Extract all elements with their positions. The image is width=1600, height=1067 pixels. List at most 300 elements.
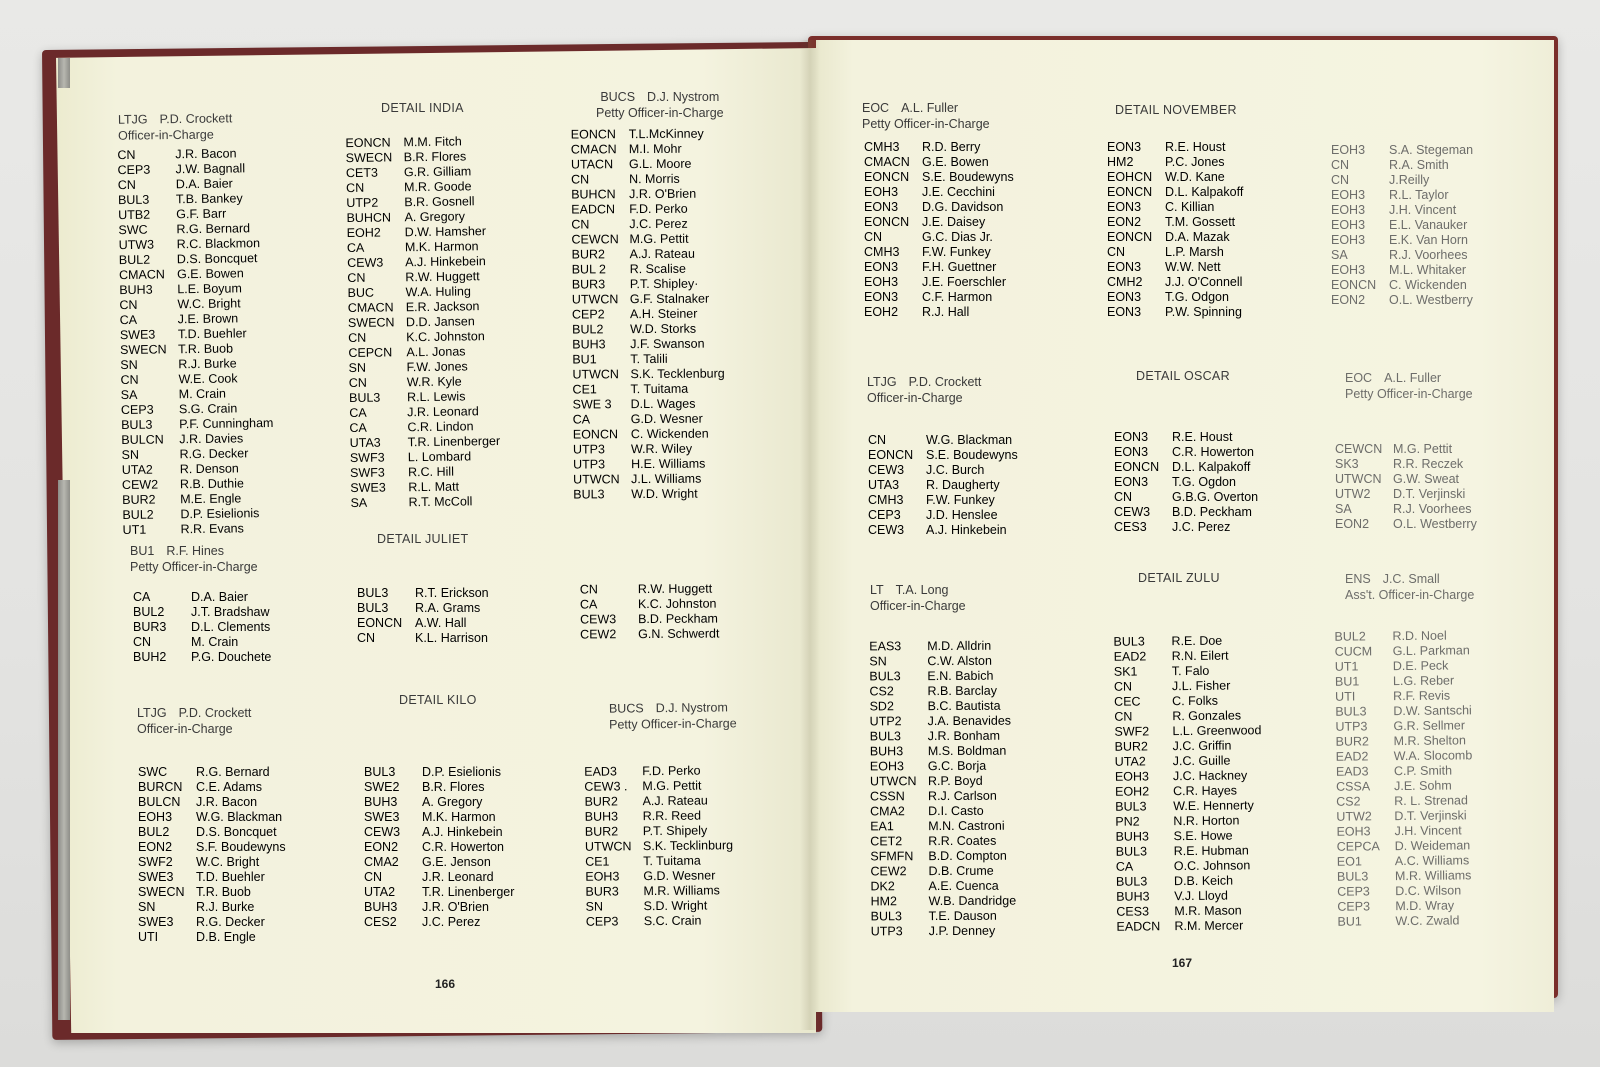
roster-entry: [573, 426, 725, 442]
member-name: R.W. Huggett: [405, 269, 480, 285]
member-name: A. Gregory: [422, 795, 483, 809]
officer-in-charge: [867, 375, 981, 406]
rate-code: SWF2: [138, 855, 173, 869]
rate-code: BUH3: [869, 744, 904, 759]
rate-code: UTWCN: [572, 367, 619, 382]
roster-column: [864, 140, 1014, 320]
rate-code: UTA3: [868, 478, 900, 492]
member-name: M. Crain: [191, 635, 239, 649]
roster-entry: [350, 434, 501, 451]
rate-code: BUL3: [357, 586, 389, 600]
roster-entry: [1116, 858, 1263, 875]
rate-code: CMH3: [864, 245, 900, 259]
roster-entry: [1107, 170, 1243, 185]
rate-code: UTP3: [572, 457, 606, 472]
rate-code: SN: [869, 654, 887, 669]
roster-entry: [1107, 275, 1243, 290]
member-name: W.R. Wiley: [630, 441, 693, 457]
assistant-officer-in-charge: [1345, 572, 1474, 603]
rate-code: CN: [364, 870, 383, 884]
member-name: N. Morris: [629, 171, 680, 187]
roster-entry: [1114, 663, 1261, 680]
roster-entry: [585, 853, 733, 870]
roster-entry: [573, 411, 725, 427]
rate-code: CEW2: [580, 627, 617, 642]
rate-code: SWECN: [120, 342, 167, 358]
member-name: P.C. Jones: [1165, 155, 1225, 169]
roster-entry: [1337, 853, 1474, 869]
member-name: F.D. Perko: [629, 201, 688, 217]
rate-code: SN: [121, 447, 140, 463]
member-name: T.R. Buob: [178, 341, 234, 357]
rate-code: EONCN: [1331, 278, 1377, 292]
roster-entry: [133, 590, 271, 605]
member-name: C.R. Lindon: [407, 419, 474, 435]
roster-entry: [1116, 903, 1263, 920]
member-name: G.E. Bowen: [176, 266, 244, 282]
detail-heading: DETAIL JULIET: [377, 532, 469, 546]
rate-code: UTA3: [349, 435, 381, 451]
roster-entry: [1115, 753, 1262, 770]
member-name: W.B. Dandridge: [928, 893, 1017, 909]
member-name: D.B. Keich: [1173, 873, 1234, 889]
officer-title: Petty Officer-in-Charge: [862, 116, 990, 131]
rate-code: SWE 3: [572, 397, 612, 412]
rate-code: CN: [357, 631, 376, 645]
member-name: J.H. Vincent: [1389, 203, 1457, 217]
rate-code: EONCN: [868, 448, 914, 462]
rate-code: CES3: [1114, 520, 1147, 534]
member-name: J.C. Hackney: [1172, 768, 1248, 784]
rate-code: CS2: [1336, 794, 1361, 809]
rate-code: BUR2: [571, 247, 605, 262]
rate-code: CE1: [585, 854, 610, 869]
rate-code: EOH2: [1115, 784, 1150, 799]
member-name: J.C. Griffin: [1172, 738, 1232, 754]
member-name: M.S. Boldman: [927, 743, 1007, 759]
member-name: S.E. Boudewyns: [926, 448, 1018, 462]
rate-code: BUL 2: [571, 262, 607, 277]
member-name: W.E. Hennerty: [1173, 798, 1254, 814]
rate-code: UTP3: [572, 442, 605, 457]
roster-entry: [870, 744, 1016, 760]
rate-code: CN: [1331, 173, 1350, 187]
roster-entry: [348, 329, 499, 346]
roster-entry: [364, 900, 514, 915]
member-name: J.F. Swanson: [630, 336, 705, 352]
roster-entry: [584, 793, 732, 810]
rate-code: SWF3: [349, 465, 385, 481]
member-name: R.C. Blackmon: [176, 236, 261, 252]
roster-entry: [123, 521, 275, 538]
member-name: J.E. Sohm: [1394, 778, 1452, 794]
officer-rank: BUCS: [600, 90, 636, 104]
member-name: T.D. Buehler: [196, 870, 265, 884]
roster-entry: [1337, 913, 1474, 929]
roster-entry: [1115, 828, 1262, 845]
roster-entry: [1331, 203, 1473, 218]
rate-code: CEP3: [1337, 884, 1370, 899]
roster-entry: [1107, 200, 1243, 215]
member-name: M.R. Shelton: [1393, 733, 1466, 749]
roster-entry: [572, 351, 724, 367]
officer-title: Officer-in-Charge: [870, 598, 966, 613]
rate-code: SWECN: [347, 315, 395, 331]
member-name: L.P. Marsh: [1165, 245, 1224, 259]
member-name: J.D. Henslee: [926, 508, 998, 522]
roster-entry: [1335, 457, 1477, 472]
previous-page-photo-edge: [58, 58, 70, 88]
member-name: J.R. O'Brien: [422, 900, 489, 914]
officer-rank: ENS: [1345, 572, 1371, 586]
member-name: R.G. Bernard: [196, 765, 270, 779]
member-name: T. Tuitama: [630, 381, 689, 397]
roster-entry: [1336, 823, 1473, 839]
roster-entry: [586, 898, 734, 915]
member-name: A.J. Rateau: [629, 246, 695, 262]
member-name: M.E. Engle: [180, 491, 242, 507]
rate-code: CMACN: [118, 267, 165, 283]
member-name: R.J. Voorhees: [1389, 248, 1468, 262]
rate-code: SN: [348, 360, 367, 376]
rate-code: CEP3: [1337, 899, 1371, 914]
member-name: A.J. Rateau: [642, 793, 708, 809]
roster-entry: [1336, 808, 1473, 824]
officer-rank: BU1: [130, 544, 155, 558]
page-number: 166: [435, 977, 456, 991]
member-name: L.L. Greenwood: [1172, 723, 1262, 739]
book-gutter: [800, 40, 820, 1030]
member-name: J.R. Bonham: [927, 728, 1001, 744]
member-name: C.P. Smith: [1393, 763, 1453, 779]
officer-name: P.D. Crockett: [159, 111, 233, 127]
member-name: G.E. Jenson: [422, 855, 491, 869]
roster-entry: [1334, 628, 1471, 644]
member-name: F.W. Funkey: [926, 493, 995, 507]
rate-code: SWE2: [364, 780, 400, 794]
roster-column: [580, 582, 720, 643]
roster-entry: [585, 823, 733, 840]
rate-code: BUR2: [1335, 734, 1370, 749]
roster-entry: [864, 215, 1014, 230]
officer-title: Ass't. Officer-in-Charge: [1345, 587, 1475, 602]
rate-code: SWE3: [350, 480, 386, 496]
rate-code: CEW2: [121, 477, 159, 493]
rate-code: BUHCN: [346, 210, 392, 226]
rate-code: EOH3: [1331, 188, 1366, 202]
roster-entry: [1331, 233, 1473, 248]
rate-code: EON3: [864, 260, 899, 274]
rate-code: CES2: [364, 915, 397, 929]
roster-entry: [133, 620, 271, 635]
rate-code: CN: [868, 433, 887, 447]
member-name: R.D. Noel: [1392, 628, 1447, 644]
member-name: R.R. Reczek: [1393, 457, 1464, 471]
rate-code: CEW3: [1114, 505, 1151, 519]
officer-rank: LT: [870, 583, 884, 597]
rate-code: CET3: [345, 165, 378, 181]
member-name: T.R. Buob: [196, 885, 251, 899]
rate-code: SWF3: [349, 450, 385, 466]
roster-entry: [364, 915, 514, 930]
petty-officer-in-charge: [130, 544, 258, 575]
rate-code: CA: [572, 412, 591, 427]
member-name: J.C. Perez: [1172, 520, 1231, 534]
rate-code: BUL3: [1336, 869, 1369, 884]
roster-entry: [364, 855, 514, 870]
rate-code: SA: [1331, 248, 1348, 262]
roster-entry: [122, 506, 274, 523]
rate-code: CEW2: [870, 864, 907, 879]
rate-code: CMACN: [864, 155, 910, 169]
rate-code: UTP3: [1335, 719, 1368, 734]
rate-code: EOH2: [346, 225, 381, 241]
roster-entry: [1331, 188, 1473, 203]
member-name: A.H. Steiner: [629, 306, 698, 322]
rate-code: CEC: [1114, 694, 1141, 709]
rate-code: CN: [348, 330, 367, 346]
rate-code: EO1: [1336, 854, 1362, 869]
rate-code: CEW3: [868, 523, 905, 537]
member-name: W.G. Blackman: [926, 433, 1013, 447]
rate-code: UTWCN: [584, 839, 632, 854]
rate-code: UTW2: [1335, 487, 1371, 501]
rate-code: EOH2: [864, 305, 899, 319]
roster-entry: [573, 486, 725, 502]
member-name: R.E. Houst: [1165, 140, 1226, 154]
member-name: S.E. Boudewyns: [922, 170, 1014, 184]
roster-entry: [580, 612, 719, 628]
rate-code: BUL2: [122, 507, 154, 523]
member-name: J.C. Perez: [422, 915, 481, 929]
roster-entry: [580, 597, 719, 613]
roster-entry: [1331, 173, 1473, 188]
roster-entry: [138, 780, 286, 795]
roster-entry: [1335, 673, 1472, 689]
member-name: M.D. Wray: [1395, 898, 1455, 914]
roster-entry: [870, 879, 1016, 895]
member-name: F.H. Guettner: [922, 260, 997, 274]
member-name: O.C. Johnson: [1173, 858, 1251, 874]
roster-entry: [864, 260, 1014, 275]
member-name: G.C. Dias Jr.: [922, 230, 993, 244]
member-name: P.G. Douchete: [191, 650, 272, 664]
roster-entry: [121, 416, 273, 433]
member-name: T.G. Ogdon: [1172, 475, 1236, 489]
roster-entry: [573, 396, 725, 412]
rate-code: UTWCN: [1335, 472, 1382, 486]
rate-code: CMH3: [864, 140, 900, 154]
rate-code: CEW3: [868, 463, 905, 477]
member-name: D.I. Casto: [928, 803, 984, 819]
member-name: T. Falo: [1171, 663, 1210, 679]
member-name: S.D. Wright: [643, 898, 708, 914]
roster-column: [1107, 140, 1243, 320]
rate-code: CEWCN: [1335, 442, 1383, 456]
rate-code: UTWCN: [573, 472, 620, 487]
roster-column: [364, 765, 514, 930]
roster-entry: [871, 909, 1017, 925]
roster-entry: [571, 171, 723, 187]
rate-code: CA: [579, 597, 598, 612]
roster-entry: [869, 669, 1015, 685]
roster-entry: [580, 627, 719, 643]
officer-title: Petty Officer-in-Charge: [596, 105, 724, 120]
rate-code: EON3: [1107, 290, 1142, 304]
member-name: E.L. Vanauker: [1389, 218, 1468, 232]
roster-entry: [870, 849, 1016, 865]
member-name: D.A. Baier: [191, 590, 248, 604]
rate-code: BULCN: [121, 432, 164, 448]
roster-entry: [1107, 185, 1243, 200]
member-name: D.L. Kalpakoff: [1165, 185, 1244, 199]
rate-code: UTB2: [118, 207, 151, 223]
roster-entry: [1335, 502, 1477, 517]
roster-entry: [864, 245, 1014, 260]
roster-entry: [1107, 245, 1243, 260]
member-name: B.C. Bautista: [927, 698, 1001, 714]
roster-entry: [1115, 768, 1262, 785]
member-name: D.T. Verjinski: [1393, 487, 1466, 501]
member-name: R. Scalise: [629, 261, 687, 277]
rate-code: UTW2: [1336, 809, 1372, 824]
rate-code: EADCN: [571, 202, 616, 217]
detail-heading: DETAIL OSCAR: [1136, 369, 1230, 383]
rate-code: SA: [120, 387, 138, 403]
member-name: A.L. Jonas: [406, 344, 466, 360]
roster-entry: [1114, 708, 1261, 725]
member-name: R. Denson: [179, 461, 239, 477]
roster-column: [1113, 633, 1263, 935]
roster-entry: [584, 778, 732, 795]
roster-entry: [572, 276, 724, 292]
roster-entry: [1335, 487, 1477, 502]
roster-entry: [585, 838, 733, 855]
rate-code: EON3: [1107, 260, 1142, 274]
rate-code: CMA2: [870, 804, 905, 819]
roster-entry: [869, 654, 1015, 670]
member-name: K.L. Harrison: [415, 631, 488, 645]
rate-code: EOH3: [1331, 143, 1366, 157]
rate-code: UTI: [138, 930, 159, 944]
roster-entry: [1336, 793, 1473, 809]
roster-entry: [580, 582, 719, 598]
officer-title: Officer-in-Charge: [867, 390, 963, 405]
rate-code: SN: [138, 900, 156, 914]
roster-entry: [870, 789, 1016, 805]
roster-entry: [571, 141, 723, 157]
member-name: R.L. Matt: [408, 479, 460, 495]
roster-entry: [584, 763, 732, 780]
rate-code: UTA2: [1114, 754, 1146, 769]
rate-code: CN: [1107, 245, 1126, 259]
roster-entry: [1331, 248, 1473, 263]
member-name: R.B. Barclay: [927, 683, 997, 699]
member-name: G.E. Bowen: [922, 155, 989, 169]
rate-code: CN: [120, 372, 139, 388]
member-name: B.R. Flores: [422, 780, 485, 794]
rate-code: CN: [133, 635, 152, 649]
rate-code: BUH3: [1115, 829, 1149, 844]
member-name: T.D. Buehler: [177, 326, 247, 342]
roster-entry: [138, 855, 286, 870]
member-name: R.J. Voorhees: [1393, 502, 1472, 516]
roster-entry: [347, 269, 498, 286]
roster-entry: [572, 366, 724, 382]
rate-code: BUL3: [870, 909, 902, 924]
detail-heading: DETAIL KILO: [399, 693, 477, 707]
rate-code: UTP3: [870, 924, 903, 939]
member-name: W.A. Huling: [405, 284, 471, 300]
rate-code: CUCM: [1334, 644, 1373, 659]
rate-code: BUL3: [357, 601, 389, 615]
roster-entry: [870, 714, 1016, 730]
rate-code: EON3: [1114, 445, 1149, 459]
member-name: R.T. Erickson: [415, 586, 489, 600]
roster-entry: [133, 635, 271, 650]
roster-entry: [868, 508, 1018, 523]
member-name: P.T. Shipely: [642, 823, 708, 839]
roster-entry: [1115, 813, 1262, 830]
member-name: W.W. Nett: [1165, 260, 1221, 274]
rate-code: EON3: [1107, 200, 1142, 214]
rate-code: BU1: [1337, 914, 1362, 929]
roster-entry: [138, 885, 286, 900]
roster-entry: [870, 834, 1016, 850]
roster-entry: [350, 494, 501, 511]
rate-code: SFMFN: [870, 849, 914, 864]
rate-code: PN2: [1115, 814, 1140, 829]
member-name: T.R. Linenberger: [407, 433, 501, 450]
member-name: W.A. Slocomb: [1393, 748, 1473, 764]
roster-entry: [1107, 290, 1243, 305]
rate-code: SWC: [138, 765, 168, 779]
member-name: M.N. Castroni: [928, 818, 1005, 834]
rate-code: UTA2: [364, 885, 396, 899]
member-name: P.W. Spinning: [1165, 305, 1242, 319]
member-name: C.F. Harmon: [922, 290, 993, 304]
roster-entry: [1335, 442, 1477, 457]
rate-code: BUR2: [584, 794, 618, 809]
rate-code: BUR2: [584, 824, 619, 839]
member-name: N.R. Horton: [1173, 813, 1240, 829]
rate-code: BUL3: [1115, 799, 1147, 814]
roster-entry: [364, 840, 514, 855]
rate-code: EOH3: [1331, 218, 1366, 232]
roster-entry: [868, 433, 1018, 448]
rate-code: CN: [571, 217, 590, 232]
rate-code: CEP2: [571, 307, 605, 322]
rate-code: UTP2: [869, 714, 902, 729]
roster-entry: [573, 456, 725, 472]
member-name: M.G. Pettit: [642, 778, 702, 794]
rate-code: CA: [133, 590, 151, 604]
roster-entry: [572, 381, 724, 397]
roster-entry: [357, 616, 489, 631]
rate-code: BUL3: [348, 390, 381, 406]
rate-code: CN: [864, 230, 883, 244]
member-name: C.R. Hayes: [1173, 783, 1238, 799]
member-name: G.D. Wesner: [630, 411, 703, 427]
roster-entry: [1115, 738, 1262, 755]
rate-code: SWE3: [138, 915, 174, 929]
rate-code: EONCN: [572, 427, 619, 442]
rate-code: EOH3: [1336, 824, 1371, 839]
rate-code: CMH3: [868, 493, 904, 507]
rate-code: BUL3: [1115, 844, 1148, 859]
rate-code: CMA2: [364, 855, 399, 869]
rate-code: EONCN: [570, 127, 616, 142]
